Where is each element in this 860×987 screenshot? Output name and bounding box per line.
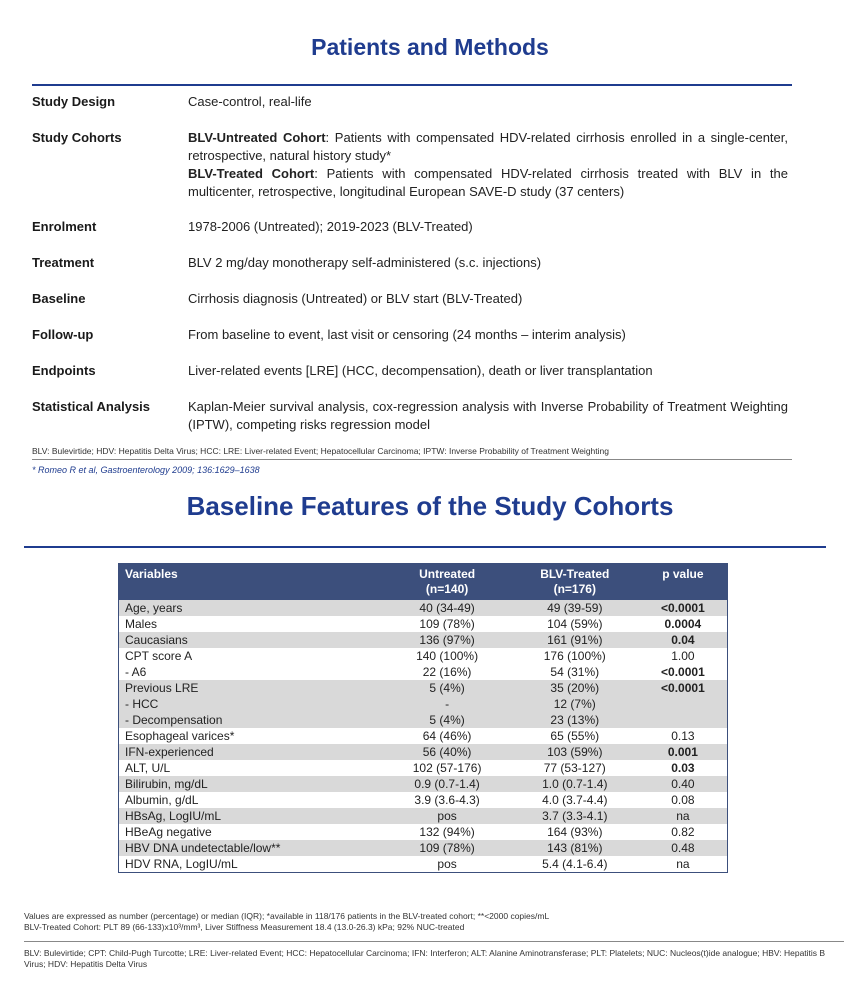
table-notes <box>24 911 549 933</box>
table-cell: HBeAg negative <box>125 825 212 839</box>
table-cell: 161 (91%) <box>511 632 639 648</box>
table-cell: 109 (78%) <box>419 617 475 631</box>
table-row <box>119 824 728 840</box>
table-cell: HDV RNA, LogIU/mL <box>125 857 238 871</box>
table-cell: 164 (93%) <box>547 825 603 839</box>
table-cell: 176 (100%) 54 (31%) <box>543 649 606 679</box>
p-value-cell: 0.48 <box>639 840 728 856</box>
p-value-cell: na <box>676 857 690 871</box>
table-cell: Caucasians <box>119 632 384 648</box>
table-note: BLV-Treated Cohort: PLT 89 (66-133)x10³/mm³, Liver Stiffness Measurement 18.4 (13.0-26.3) kPa; 92% NUC-treated <box>24 922 465 932</box>
table-row <box>119 728 728 744</box>
table-cell: 136 (97%) <box>383 632 510 648</box>
pm-row-label: Study Design <box>32 94 116 109</box>
table-cell: Previous LRE - HCC - Decompensation <box>119 680 384 728</box>
column-header: BLV-Treated (n=176) <box>511 564 639 601</box>
pm-row-label: Follow-up <box>32 327 94 342</box>
pm-row-value: Kaplan-Meier survival analysis, cox-regression analysis with Inverse Probability of Treatment Weighting (IPTW), competing risks regression model <box>188 399 788 432</box>
p-value-cell: 0.0004 <box>664 617 702 631</box>
table-row <box>119 744 728 760</box>
table-cell: HBV DNA undetectable/low** <box>119 840 384 856</box>
table-cell: pos <box>383 808 510 824</box>
table-cell: 3.9 (3.6-4.3) <box>414 793 480 807</box>
table-cell: 40 (34-49) <box>383 600 510 616</box>
pm-row-value: BLV-Untreated Cohort: Patients with compensated HDV-related cirrhosis enrolled in a single-center, retrospective, natural history study* BLV-Treated Cohort: Patients with compensated HDV-related cirrhosis treated with BLV in the multicenter, retrospective, longitudinal European SAVE-D study (37 centers) <box>188 130 788 199</box>
pm-row-label: Endpoints <box>32 363 96 378</box>
p-value-cell: 0.08 <box>671 793 695 807</box>
table-cell: HBsAg, LogIU/mL <box>119 808 384 824</box>
table-row <box>119 616 728 632</box>
table-cell: 140 (100%) 22 (16%) <box>416 649 479 679</box>
table-cell: 5.4 (4.1-6.4) <box>542 857 608 871</box>
cohort-name: BLV-Treated Cohort <box>188 166 315 181</box>
column-header: p value <box>639 564 728 601</box>
table-row <box>119 632 728 648</box>
table-cell: 4.0 (3.7-4.4) <box>542 793 608 807</box>
reference-note: * Romeo R et al, Gastroenterology 2009; 136:1629–1638 <box>32 465 260 475</box>
table-cell: Age, years <box>119 600 384 616</box>
table-row <box>119 776 728 792</box>
pm-row-label: Baseline <box>32 291 86 306</box>
table-cell: 102 (57-176) <box>412 761 482 775</box>
p-value-cell: 0.001 <box>639 744 728 760</box>
table-cell: 132 (94%) <box>419 825 475 839</box>
p-value-cell: 0.03 <box>671 761 695 775</box>
pm-row-label: Enrolment <box>32 219 97 234</box>
table-cell: Males <box>125 617 158 631</box>
table-header-row <box>119 564 728 601</box>
pm-row-label: Statistical Analysis <box>32 399 151 414</box>
cohort-name: BLV-Untreated Cohort <box>188 130 326 145</box>
table-cell: 3.7 (3.3-4.1) <box>511 808 639 824</box>
pm-row-value: Case-control, real-life <box>188 94 312 109</box>
pm-row-value: Liver-related events [LRE] (HCC, decompensation), death or liver transplantation <box>188 363 653 378</box>
title-rule <box>32 84 792 86</box>
table-cell: Albumin, g/dL <box>125 793 199 807</box>
table-row <box>119 792 728 808</box>
table-cell: IFN-experienced <box>119 744 384 760</box>
column-header: Untreated (n=140) <box>383 564 510 601</box>
table-row <box>119 648 728 680</box>
p-value-cell: <0.0001 <box>639 680 728 728</box>
pm-row-value: 1978-2006 (Untreated); 2019-2023 (BLV-Treated) <box>188 219 473 234</box>
p-value-cell: 0.40 <box>639 776 728 792</box>
table-cell: Bilirubin, mg/dL <box>119 776 384 792</box>
table-cell: 143 (81%) <box>511 840 639 856</box>
table-cell: Esophageal varices* <box>125 729 235 743</box>
table-cell: 1.0 (0.7-1.4) <box>511 776 639 792</box>
table-cell: pos <box>437 857 457 871</box>
baseline-features-title: Baseline Features of the Study Cohorts <box>186 491 674 521</box>
patients-methods-title: Patients and Methods <box>311 34 549 60</box>
table-cell: 35 (20%) 12 (7%) 23 (13%) <box>511 680 639 728</box>
footer-abbreviations: BLV: Bulevirtide; CPT: Child-Pugh Turcotte; LRE: Liver-related Event; HCC: Hepatocellular Carcinoma; IFN: Interferon; ALT: Alanine Aminotransferase; PLT: Platelets; NUC: Nucleos(t)ide analogue; HBV: Hepatitis B Virus; HDV: Hepatitis Delta Virus <box>24 948 826 969</box>
table-cell: 104 (59%) <box>547 617 603 631</box>
abbrev-rule <box>32 459 792 460</box>
p-value-cell: na <box>639 808 728 824</box>
p-value-cell: <0.0001 <box>639 600 728 616</box>
table-cell: 0.9 (0.7-1.4) <box>383 776 510 792</box>
p-value-cell: 1.00 <0.0001 <box>661 649 705 679</box>
pm-row-label: Treatment <box>32 255 95 270</box>
table-row <box>119 856 728 873</box>
baseline-table <box>118 563 728 873</box>
table-cell: 65 (55%) <box>550 729 600 743</box>
table-cell: CPT score A - A6 <box>125 649 193 679</box>
column-header: Variables <box>119 564 384 601</box>
table-row <box>119 808 728 824</box>
pm-row-value: Cirrhosis diagnosis (Untreated) or BLV start (BLV-Treated) <box>188 291 523 306</box>
table-row <box>119 760 728 776</box>
table-row <box>119 600 728 616</box>
pm-row-value: From baseline to event, last visit or censoring (24 months – interim analysis) <box>188 327 626 342</box>
p-value-cell: 0.04 <box>639 632 728 648</box>
table-cell: ALT, U/L <box>125 761 171 775</box>
footer-rule <box>24 941 844 942</box>
table-row <box>119 680 728 728</box>
pm-abbreviations: BLV: Bulevirtide; HDV: Hepatitis Delta Virus; HCC: LRE: Liver-related Event; Hepatocellular Carcinoma; IPTW: Inverse Probability of Treatment Weighting <box>32 446 609 456</box>
table-cell: 5 (4%) - 5 (4%) <box>383 680 510 728</box>
title-rule <box>24 546 826 548</box>
table-row <box>119 840 728 856</box>
table-cell: 56 (40%) <box>383 744 510 760</box>
table-cell: 109 (78%) <box>383 840 510 856</box>
table-cell: 64 (46%) <box>422 729 472 743</box>
table-cell: 49 (39-59) <box>511 600 639 616</box>
p-value-cell: 0.13 <box>671 729 695 743</box>
table-cell: 103 (59%) <box>511 744 639 760</box>
table-cell: 77 (53-127) <box>543 761 606 775</box>
pm-row-label: Study Cohorts <box>32 130 122 145</box>
p-value-cell: 0.82 <box>671 825 695 839</box>
table-note: Values are expressed as number (percentage) or median (IQR); *available in 118/176 patients in the BLV-treated cohort; **<2000 copies/mL <box>24 911 550 921</box>
pm-row-value: BLV 2 mg/day monotherapy self-administered (s.c. injections) <box>188 255 542 270</box>
